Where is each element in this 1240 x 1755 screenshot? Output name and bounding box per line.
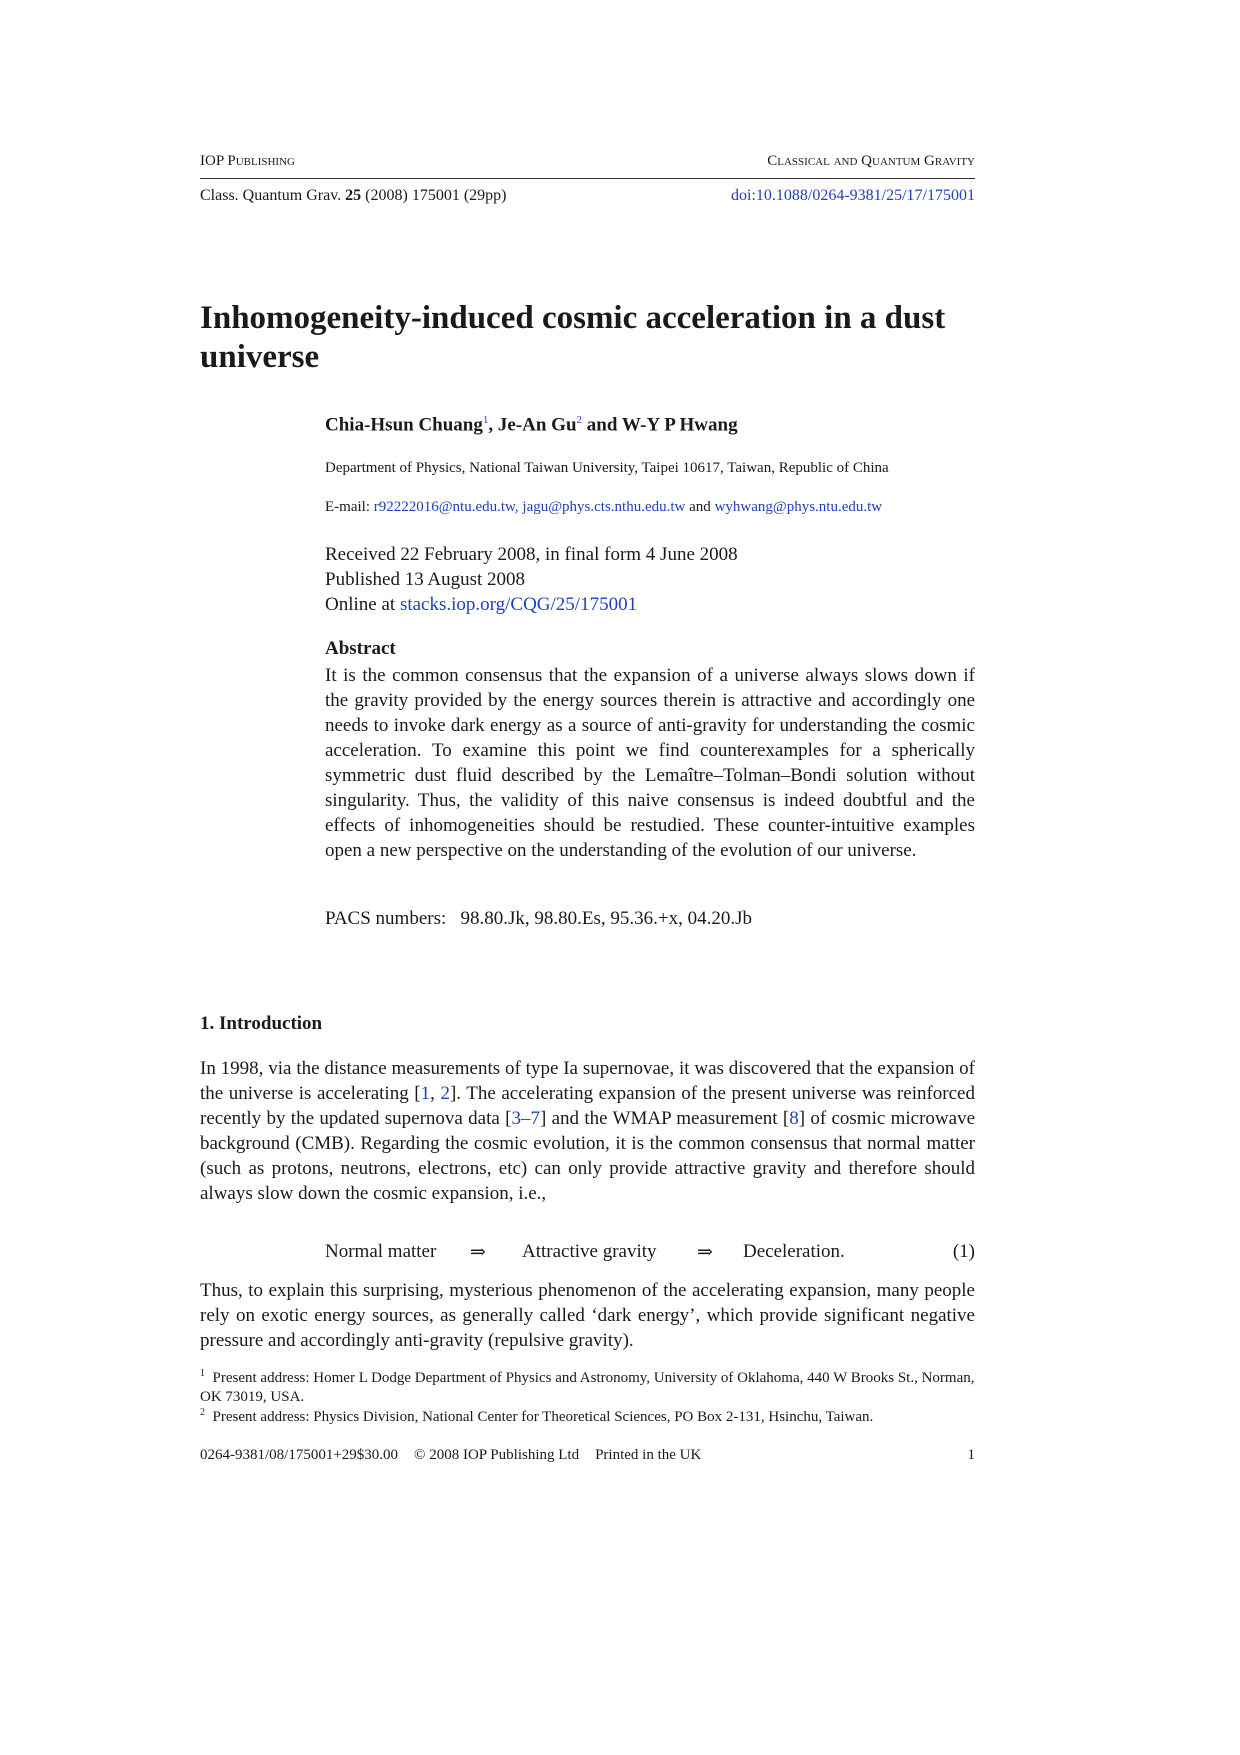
received-date: Received 22 February 2008, in final form 4 June 2008 bbox=[325, 544, 738, 565]
intro-paragraph: Thus, to explain this surprising, mysterious phenomenon of the accelerating expansion, many people rely on exotic energy sources, as generally called ‘dark energy’, which provide significant negative pressure and accordingly anti-gravity (repulsive gravity). bbox=[200, 1280, 975, 1351]
footnote-link[interactable]: 2 bbox=[576, 414, 583, 426]
equation-number: (1) bbox=[952, 1241, 975, 1262]
author-name: W-Y P Hwang bbox=[621, 414, 738, 436]
printed-in: Printed in the UK bbox=[595, 1447, 702, 1463]
equation-term: Normal matter bbox=[325, 1241, 437, 1262]
abstract-body: It is the common consensus that the expansion of a universe always slows down if the gravity provided by the energy sources therein is attractive and accordingly one needs to invoke dark energy as a source of anti-gravity for understanding the cosmic acceleration. To examine this point we find counterexamples for a spherically symmetric dust fluid described by the Lemaître–Tolman–Bondi solution without singularity. Thus, the validity of this naive consensus is indeed doubtful and the effects of inhomogeneities should be restudied. These counter-intuitive examples open a new perspective on the understanding of the evolution of our universe. bbox=[325, 665, 975, 861]
page-footer bbox=[200, 1447, 717, 1464]
footnote: $^1$ Present address: Homer L Dodge Department of Physics and Astronomy, University of Oklahoma, 440 W Brooks St., Norman, OK 73019, USA. bbox=[200, 1368, 975, 1405]
author-name: Je-An Gu bbox=[497, 414, 577, 436]
paper-title: Inhomogeneity-induced cosmic acceleration in a dust universe bbox=[200, 300, 946, 375]
online-link[interactable]: stacks.iop.org/CQG/25/175001 bbox=[399, 594, 638, 615]
publisher-name: IOP Publishing bbox=[200, 153, 295, 169]
reference-link[interactable]: 1 bbox=[420, 1083, 431, 1104]
author-list: Chia-Hsun Chuang$^1$, Je-An Gu$^2$ and W-Y P Hwang bbox=[325, 414, 738, 436]
citation-volume: 25 bbox=[345, 187, 362, 204]
online-line: Online at stacks.iop.org/CQG/25/175001 bbox=[325, 594, 638, 615]
issn: 0264-9381/08/175001+29$30.00 bbox=[200, 1447, 399, 1463]
implies-icon: ⇒ bbox=[697, 1242, 713, 1263]
published-date: Published 13 August 2008 bbox=[325, 569, 526, 590]
footnote-mark: 1 bbox=[200, 1368, 205, 1379]
section-title: 1. Introduction bbox=[200, 1013, 323, 1034]
pacs-numbers: PACS numbers: 98.80.Jk, 98.80.Es, 95.36.+x, 04.20.Jb bbox=[325, 908, 752, 929]
intro-paragraph: In 1998, via the distance measurements of type Ia supernovae, it was discovered that the expansion of the universe is accelerating [1, 2]. The accelerating expansion of the present universe was reinforced recently by the updated supernova data [3–7] and the WMAP measurement [8] of cosmic microwave background (CMB). Regarding the cosmic evolution, it is the common consensus that normal matter (such as protons, neutrons, electrons, etc) can only provide attractive gravity and therefore should always slow down the cosmic expansion, i.e., bbox=[200, 1058, 975, 1204]
abstract-heading: Abstract bbox=[325, 638, 396, 659]
citation: Class. Quantum Grav. 25 (2008) 175001 (29pp) bbox=[200, 187, 507, 204]
footnote: $^2$ Present address: Physics Division, National Center for Theoretical Sciences, PO Box 2-131, Hsinchu, Taiwan. bbox=[200, 1407, 874, 1425]
equation-term: Deceleration. bbox=[743, 1241, 845, 1262]
reference-link[interactable]: 3–7 bbox=[511, 1108, 540, 1129]
publication-dates bbox=[325, 542, 738, 617]
doi-link[interactable]: doi:10.1088/0264-9381/25/17/175001 bbox=[731, 187, 975, 204]
author-name: Chia-Hsun Chuang bbox=[325, 414, 483, 436]
reference-link[interactable]: 2 bbox=[440, 1083, 450, 1104]
implies-icon: ⇒ bbox=[470, 1242, 486, 1263]
email-link[interactable]: wyhwang@phys.ntu.edu.tw bbox=[714, 499, 883, 515]
email-link[interactable]: jagu@phys.cts.nthu.edu.tw bbox=[522, 499, 686, 515]
affiliation: Department of Physics, National Taiwan University, Taipei 10617, Taiwan, Republic of China bbox=[325, 460, 889, 476]
page-number: 1 bbox=[967, 1447, 975, 1463]
footnote-mark: 2 bbox=[200, 1407, 205, 1418]
journal-name: Classical and Quantum Gravity bbox=[767, 153, 975, 169]
email-link[interactable]: r92222016@ntu.edu.tw bbox=[373, 499, 515, 515]
email-line: E-mail: r92222016@ntu.edu.tw, jagu@phys.cts.nthu.edu.tw and wyhwang@phys.ntu.edu.tw bbox=[325, 499, 883, 515]
copyright: © 2008 IOP Publishing Ltd bbox=[414, 1447, 580, 1463]
equation-term: Attractive gravity bbox=[522, 1241, 657, 1262]
footnote-link[interactable]: 1 bbox=[482, 414, 489, 426]
reference-link[interactable]: 8 bbox=[789, 1108, 799, 1129]
header-divider bbox=[200, 178, 975, 179]
